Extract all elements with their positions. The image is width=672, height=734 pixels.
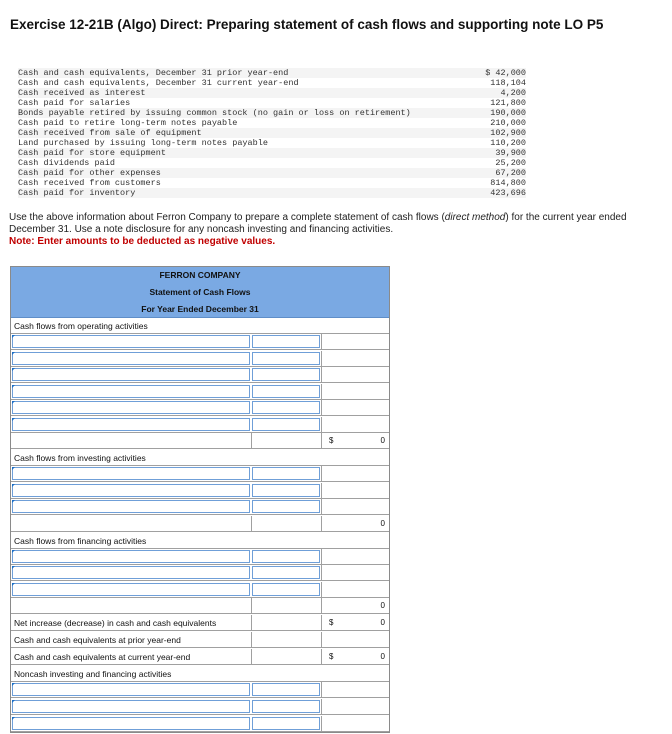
operating-amount-input[interactable] (252, 368, 320, 381)
given-item (18, 98, 526, 108)
financing-entry-row (11, 565, 389, 581)
operating-entry-row (11, 417, 389, 433)
financing-entry-row (11, 549, 389, 565)
given-item-label: Bonds payable retired by issuing common stock (no gain or loss on retirement) (18, 108, 411, 118)
given-item (18, 118, 526, 128)
given-item-label: Land purchased by issuing long-term notes payable (18, 138, 268, 148)
financing-section-label: Cash flows from financing activities (11, 533, 389, 549)
given-item-label: Cash received from sale of equipment (18, 128, 202, 138)
given-item-amount: 25,200 (495, 158, 526, 168)
net-change-row (11, 615, 389, 631)
dropdown-caret-icon (12, 418, 15, 421)
instructions-text-1: Use the above information about Ferron Company to prepare a complete statement of cash flows ( (9, 212, 445, 223)
financing-description-input[interactable] (12, 566, 250, 579)
given-item (18, 188, 526, 198)
given-item (18, 68, 526, 78)
financing-amount-input[interactable] (252, 583, 320, 596)
dropdown-caret-icon (12, 335, 15, 338)
operating-amount-input[interactable] (252, 352, 320, 365)
given-item (18, 178, 526, 188)
noncash-entry-row (11, 682, 389, 698)
dropdown-caret-icon (12, 385, 15, 388)
given-item (18, 88, 526, 98)
statement-period: For Year Ended December 31 (11, 301, 389, 318)
operating-description-input[interactable] (12, 352, 250, 365)
dropdown-caret-icon (12, 467, 15, 470)
operating-description-input[interactable] (12, 385, 250, 398)
given-item (18, 158, 526, 168)
given-item-amount: 423,696 (490, 188, 526, 198)
operating-section-label: Cash flows from operating activities (11, 318, 389, 334)
financing-entry-row (11, 582, 389, 598)
given-item-amount: 814,800 (490, 178, 526, 188)
investing-entry-row (11, 466, 389, 482)
noncash-description-input[interactable] (12, 700, 250, 713)
dropdown-caret-icon (12, 484, 15, 487)
given-item-amount: 102,900 (490, 128, 526, 138)
operating-entry-row (11, 367, 389, 383)
investing-entry-row (11, 483, 389, 499)
investing-amount-input[interactable] (252, 484, 320, 497)
current-total: 0 (380, 652, 385, 661)
given-item-amount: 110,200 (490, 138, 526, 148)
statement-title: Statement of Cash Flows (11, 284, 389, 302)
operating-total-row (11, 433, 389, 449)
operating-entry-row (11, 400, 389, 416)
dropdown-caret-icon (12, 683, 15, 686)
net-total: 0 (380, 618, 385, 627)
given-item (18, 108, 526, 118)
given-item-label: Cash paid to retire long-term notes payable (18, 118, 238, 128)
current-dollar: $ (329, 652, 334, 661)
operating-amount-input[interactable] (252, 401, 320, 414)
investing-amount-input[interactable] (252, 500, 320, 513)
dropdown-caret-icon (12, 566, 15, 569)
given-item-amount: 39,900 (495, 148, 526, 158)
investing-amount-input[interactable] (252, 467, 320, 480)
instructions-text-2: ) for the current year ended December 31. Use a note disclosure for any noncash investing and financing activities. (9, 212, 627, 235)
given-item (18, 78, 526, 88)
given-item-amount: 4,200 (500, 88, 526, 98)
given-item-amount: 67,200 (495, 168, 526, 178)
given-item (18, 138, 526, 148)
financing-total: 0 (380, 601, 385, 610)
noncash-section-label: Noncash investing and financing activities (11, 666, 389, 682)
cash-flow-worksheet (10, 266, 390, 733)
noncash-entry-row (11, 699, 389, 715)
dropdown-caret-icon (12, 401, 15, 404)
given-item-label: Cash and cash equivalents, December 31 prior year-end (18, 68, 289, 78)
financing-amount-input[interactable] (252, 566, 320, 579)
operating-total: 0 (380, 436, 385, 445)
given-item-label: Cash paid for other expenses (18, 168, 161, 178)
dropdown-caret-icon (12, 368, 15, 371)
current-cash-row (11, 649, 389, 665)
operating-dollar: $ (329, 436, 334, 445)
operating-entry-row (11, 384, 389, 400)
current-cash-label: Cash and cash equivalents at current year-end (14, 652, 191, 662)
financing-total-row (11, 598, 389, 614)
given-item-amount: $ 42,000 (485, 68, 526, 78)
noncash-amount-input[interactable] (252, 700, 320, 713)
dropdown-caret-icon (12, 352, 15, 355)
given-item-label: Cash paid for salaries (18, 98, 131, 108)
given-item-label: Cash paid for inventory (18, 188, 136, 198)
investing-total: 0 (380, 519, 385, 528)
investing-description-input[interactable] (12, 467, 250, 480)
given-item-label: Cash received as interest (18, 88, 146, 98)
given-item-amount: 210,000 (490, 118, 526, 128)
dropdown-caret-icon (12, 583, 15, 586)
noncash-entry-row (11, 716, 389, 732)
noncash-description-input[interactable] (12, 683, 250, 696)
financing-amount-input[interactable] (252, 550, 320, 563)
operating-amount-input[interactable] (252, 418, 320, 431)
operating-amount-input[interactable] (252, 385, 320, 398)
instructions (9, 212, 669, 236)
financing-description-input[interactable] (12, 550, 250, 563)
operating-description-input[interactable] (12, 418, 250, 431)
instructions-note: Note: Enter amounts to be deducted as negative values. (9, 236, 276, 247)
financing-description-input[interactable] (12, 583, 250, 596)
noncash-amount-input[interactable] (252, 717, 320, 730)
investing-entry-row (11, 499, 389, 515)
operating-entry-row (11, 334, 389, 350)
dropdown-caret-icon (12, 550, 15, 553)
given-item-amount: 121,800 (490, 98, 526, 108)
investing-description-input[interactable] (12, 500, 250, 513)
given-item-label: Cash received from customers (18, 178, 161, 188)
given-item (18, 148, 526, 158)
given-item-amount: 118,104 (490, 78, 526, 88)
given-item-label: Cash dividends paid (18, 158, 115, 168)
given-item (18, 168, 526, 178)
exercise-title: Exercise 12-21B (Algo) Direct: Preparing statement of cash flows and supporting note LO P5 (10, 17, 604, 32)
dropdown-caret-icon (12, 717, 15, 720)
operating-description-input[interactable] (12, 401, 250, 414)
net-change-label: Net increase (decrease) in cash and cash equivalents (14, 618, 217, 628)
investing-description-input[interactable] (12, 484, 250, 497)
investing-section-label: Cash flows from investing activities (11, 450, 389, 466)
given-item-label: Cash and cash equivalents, December 31 current year-end (18, 78, 299, 88)
instructions-emphasis: direct method (444, 212, 506, 223)
noncash-description-input[interactable] (12, 717, 250, 730)
net-dollar: $ (329, 618, 334, 627)
dropdown-caret-icon (12, 700, 15, 703)
investing-total-row (11, 516, 389, 532)
given-item-label: Cash paid for store equipment (18, 148, 166, 158)
given-item (18, 128, 526, 138)
given-data-list (18, 68, 526, 198)
prior-cash-row (11, 632, 389, 648)
prior-cash-label: Cash and cash equivalents at prior year-end (14, 635, 181, 645)
noncash-amount-input[interactable] (252, 683, 320, 696)
operating-description-input[interactable] (12, 335, 250, 348)
company-name: FERRON COMPANY (11, 267, 389, 285)
given-item-amount: 190,000 (490, 108, 526, 118)
operating-description-input[interactable] (12, 368, 250, 381)
operating-entry-row (11, 351, 389, 367)
operating-amount-input[interactable] (252, 335, 320, 348)
dropdown-caret-icon (12, 500, 15, 503)
